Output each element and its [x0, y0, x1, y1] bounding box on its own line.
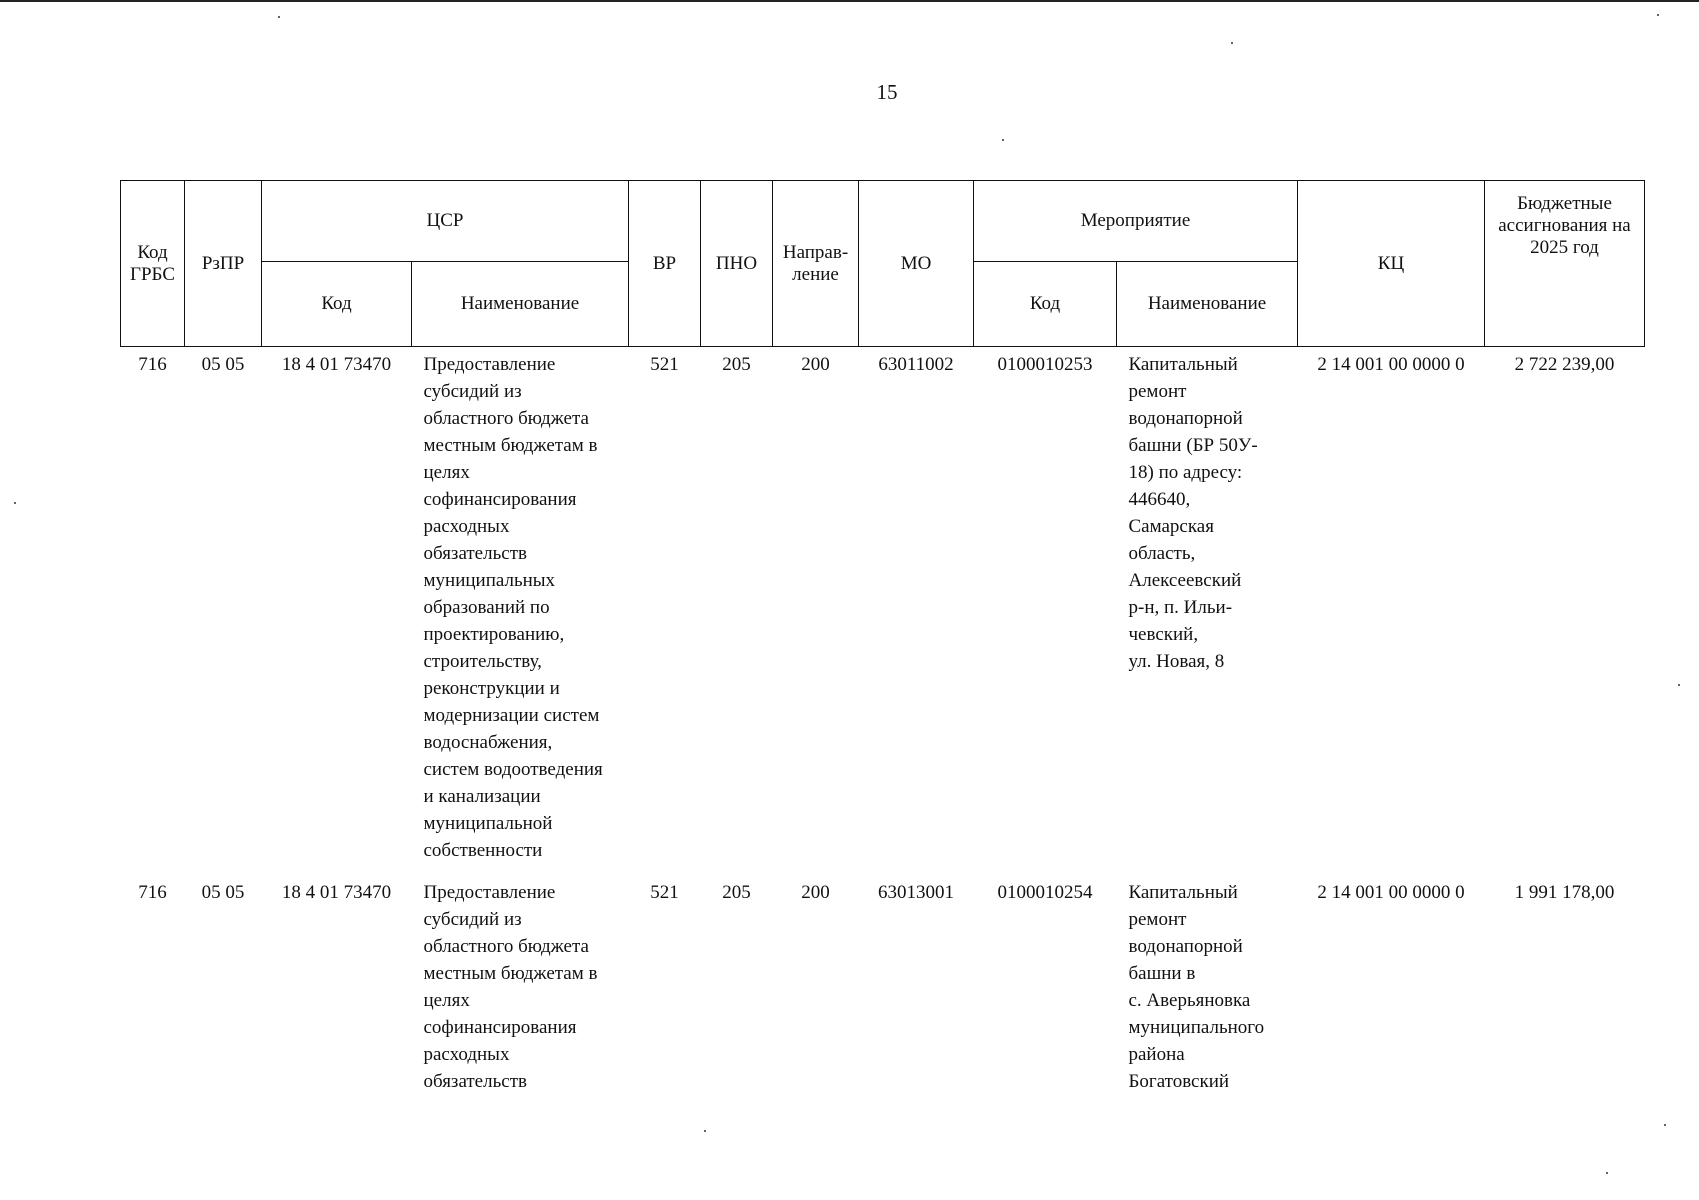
header-csr-kod: Код [262, 262, 412, 347]
scan-speck [704, 1130, 706, 1132]
cell-mo: 63013001 [878, 882, 954, 903]
header-mer-kod: Код [974, 262, 1117, 347]
table-row [121, 875, 1645, 1095]
cell-vr: 521 [650, 882, 679, 903]
cell-rzpr: 05 05 [201, 882, 245, 903]
csr-name-text: Предоставление субсидий из областного бюджета местным бюджетам в целях софинансирования расходных обязательств [423, 882, 598, 1092]
header-napravlenie: Направ- ление [773, 181, 859, 347]
cell-napravlenie: 200 [801, 882, 830, 903]
header-csr-name: Наименование [412, 262, 629, 347]
scan-speck [1002, 139, 1004, 141]
cell-csr-kod: 18 4 01 73470 [281, 882, 392, 903]
cell-rzpr: 05 05 [201, 354, 245, 375]
cell-napravlenie: 200 [801, 354, 830, 375]
cell-kc: 2 14 001 00 0000 0 [1317, 354, 1465, 375]
header-csr: ЦСР [262, 181, 629, 262]
cell-kc: 2 14 001 00 0000 0 [1317, 882, 1465, 903]
cell-kod-grbs: 716 [138, 354, 167, 375]
cell-pno: 205 [722, 354, 751, 375]
cell-csr-name [412, 875, 629, 1095]
header-mer-name: Наименование [1117, 262, 1298, 347]
scan-speck [1657, 14, 1659, 16]
header-budget: Бюджетные ассигнования на 2025 год [1485, 181, 1645, 347]
mer-name-text: Капитальный ремонт водонапорной башни (БР 50У- 18) по адресу: 446640, Самарская область, Алексеевский р-н, п. Ильи- чевский, ул. Новая, 8 [1128, 354, 1258, 672]
budget-allocation-table [120, 180, 1645, 1095]
scan-speck [14, 502, 16, 504]
scan-speck [1664, 1124, 1666, 1126]
header-mo: МО [859, 181, 974, 347]
csr-name-text: Предоставление субсидий из областного бюджета местным бюджетам в целях софинансирования расходных обязательств муниципальных образований по проектированию, строительству, реконструкции и модернизации систем водоснабжения, систем водоотведения и канализации муниципальной собственности [423, 354, 603, 861]
cell-budget: 2 722 239,00 [1514, 354, 1615, 375]
scan-speck [1606, 1172, 1608, 1174]
header-rzpr: РзПР [185, 181, 262, 347]
scan-speck [278, 16, 280, 18]
cell-kod-grbs: 716 [138, 882, 167, 903]
table-header [121, 181, 1645, 347]
cell-mer-name [1117, 347, 1298, 876]
header-meropriyatie: Мероприятие [974, 181, 1298, 262]
cell-mer-name [1117, 875, 1298, 1095]
cell-mer-kod: 0100010253 [997, 354, 1093, 375]
scan-speck [1678, 684, 1680, 686]
mer-name-text: Капитальный ремонт водонапорной башни в с. Аверьяновка муниципального района Богатовский [1128, 882, 1265, 1092]
cell-csr-name [412, 347, 629, 876]
cell-csr-kod: 18 4 01 73470 [281, 354, 392, 375]
cell-mo: 63011002 [878, 354, 954, 375]
header-vr: ВР [629, 181, 701, 347]
scan-speck [1231, 42, 1233, 44]
page-number: 15 [876, 80, 898, 104]
top-border-line [0, 0, 1699, 2]
cell-vr: 521 [650, 354, 679, 375]
cell-mer-kod: 0100010254 [997, 882, 1093, 903]
cell-budget: 1 991 178,00 [1514, 882, 1615, 903]
header-kc: КЦ [1298, 181, 1485, 347]
header-kod-grbs: Код ГРБС [121, 181, 185, 347]
table-row [121, 347, 1645, 876]
header-pno: ПНО [701, 181, 773, 347]
cell-pno: 205 [722, 882, 751, 903]
